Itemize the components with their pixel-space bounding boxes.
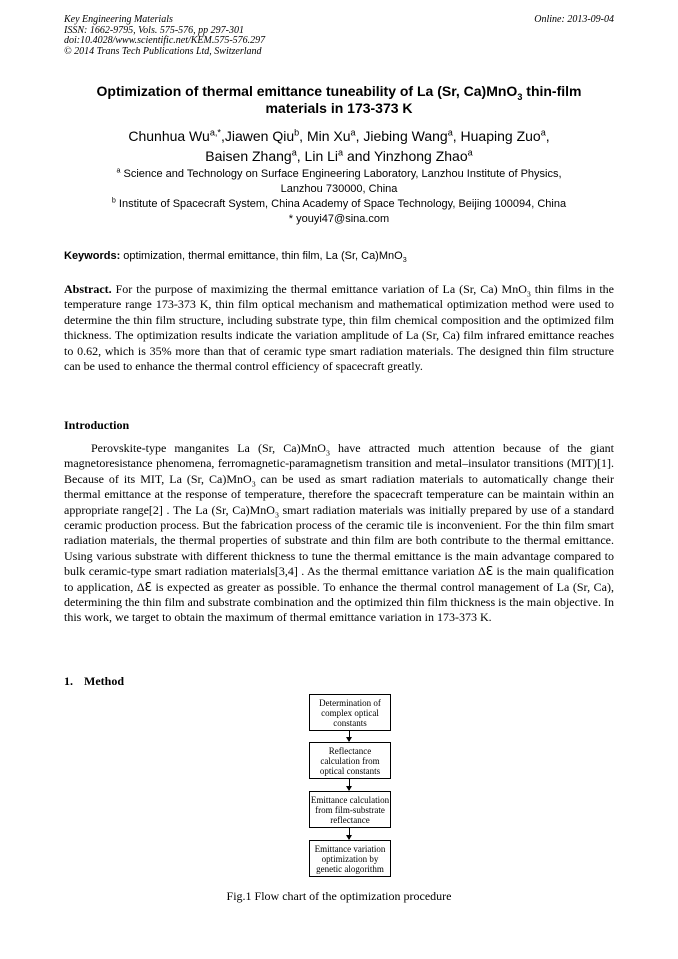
abstract-label: Abstract. (64, 282, 112, 296)
affiliation-b: $^b$ Institute of Spacecraft System, China Academy of Space Technology, Beijing 100094, China (111, 196, 567, 210)
copyright-line: © 2014 Trans Tech Publications Ltd, Switzerland (64, 45, 262, 57)
flowchart-step-3: Emittance calculation from film-substrate reflectance (309, 791, 391, 828)
author: Jiawen Qiu$^b$, (224, 127, 307, 144)
paper-title (60, 83, 618, 117)
title-line2: materials in 173-373 K (265, 100, 413, 116)
author: Jiebing Wang$^a$, (363, 127, 461, 144)
keywords (64, 249, 614, 263)
online-date: Online: 2013-09-04 (534, 14, 614, 25)
affiliation-a: $^a$ Science and Technology on Surface Engineering Laboratory, Lanzhou Institute of Physics, (116, 166, 562, 180)
author: Huaping Zuo$^a$, (460, 127, 550, 144)
author: Lin Li$^a$ and (304, 147, 374, 164)
flowchart-step-2: Reflectance calculation from optical constants (309, 742, 391, 779)
author: Chunhua $Wu^{a,*}$, (128, 127, 225, 144)
affiliations (60, 167, 618, 227)
issn-line: ISSN: 1662-9795, Vols. 575-576, pp 297-301 (64, 24, 244, 36)
journal-header (64, 15, 265, 57)
affiliation-a-city: Lanzhou 730000, China (280, 183, 398, 195)
author: Yinzhong Zhao$^a$ (373, 147, 473, 164)
keywords-text: optimization, thermal emittance, thin film, La (Sr, Ca)MnO$_3$ (120, 250, 407, 265)
abstract: Abstract. For the purpose of maximizing the thermal emittance variation of La (Sr, Ca) MnO$_3$ thin films in the temperature range 173-373 K, thin film optical mechanism and mathematical optimization method were used to determine the thin film structure, including substrate type, thin film chemical composition and the optimized film thickness. The optimization results indicate the variation amplitude of La (Sr, Ca) film infrared emittance reaches to 0.62, which is 35% more than that of ceramic type smart radiation materials. The designed thin film structure can be used to enhance the thermal control efficiency of spacecraft greatly. (64, 282, 614, 374)
author-list (60, 126, 618, 166)
introduction-heading: Introduction (64, 418, 130, 432)
figure-caption: Fig.1 Flow chart of the optimization procedure (226, 889, 452, 903)
journal-name: Key Engineering Materials (64, 14, 173, 25)
introduction-paragraph: Perovskite-type manganites La (Sr, Ca)MnO$_3$ have attracted much attention because of the giant magnetoresistance phenomena, ferromagnetic-paramagnetism transition and metal–insulator transitions (MIT)[1]. Because of its MIT, La (Sr, Ca)MnO$_3$ can be used as smart radiation materials to automatically change their thermal emittance at the response of temperature, therefore the spacecraft temperature can be maintain within an appropriate range[2] . The La (Sr, Ca)MnO$_3$ smart radiation materials was initially prepared by use of a standard ceramic production process. But the fabrication process of the ceramic tile is inconvenient. For the thin film smart radiation materials, the thermal properties of substrate and thin film are both contribute to the thermal emittance. Using various substrate with different thickness to tune the thermal emittance is the main advantage compared to bulk ceramic-type smart radiation materials[3,4] . As the thermal emittance variation Δℇ is the main qualification to application, Δℇ is expected as greater as possible. To enhance the thermal control management of La (Sr, Ca), determining the thin film and substrate combination and the optimized thin film thickness is the main objective. In this work, we target to obtain the maximum of thermal emittance variation in 173-373 K. (64, 441, 615, 625)
method-heading: 1. Method (64, 674, 124, 688)
flowchart-arrow (349, 828, 350, 839)
flowchart-arrow (349, 731, 350, 741)
author: Min Xu$^a$, (306, 127, 364, 144)
flowchart-step-1: Determination of complex optical constants (309, 694, 391, 731)
flowchart-arrow (349, 779, 350, 790)
author: Baisen Zhang$^a$, (205, 147, 305, 164)
keywords-label: Keywords: (64, 250, 121, 262)
title-line1: Optimization of thermal emittance tuneability of La (Sr, Ca)MnO$_3$ thin-film (96, 83, 582, 102)
corresponding-email: * youyi47@sina.com (288, 213, 390, 225)
doi-line: doi:10.4028/www.scientific.net/KEM.575-576.297 (64, 35, 266, 46)
flowchart-step-4: Emittance variation optimization by genetic alogorithm (309, 840, 391, 877)
